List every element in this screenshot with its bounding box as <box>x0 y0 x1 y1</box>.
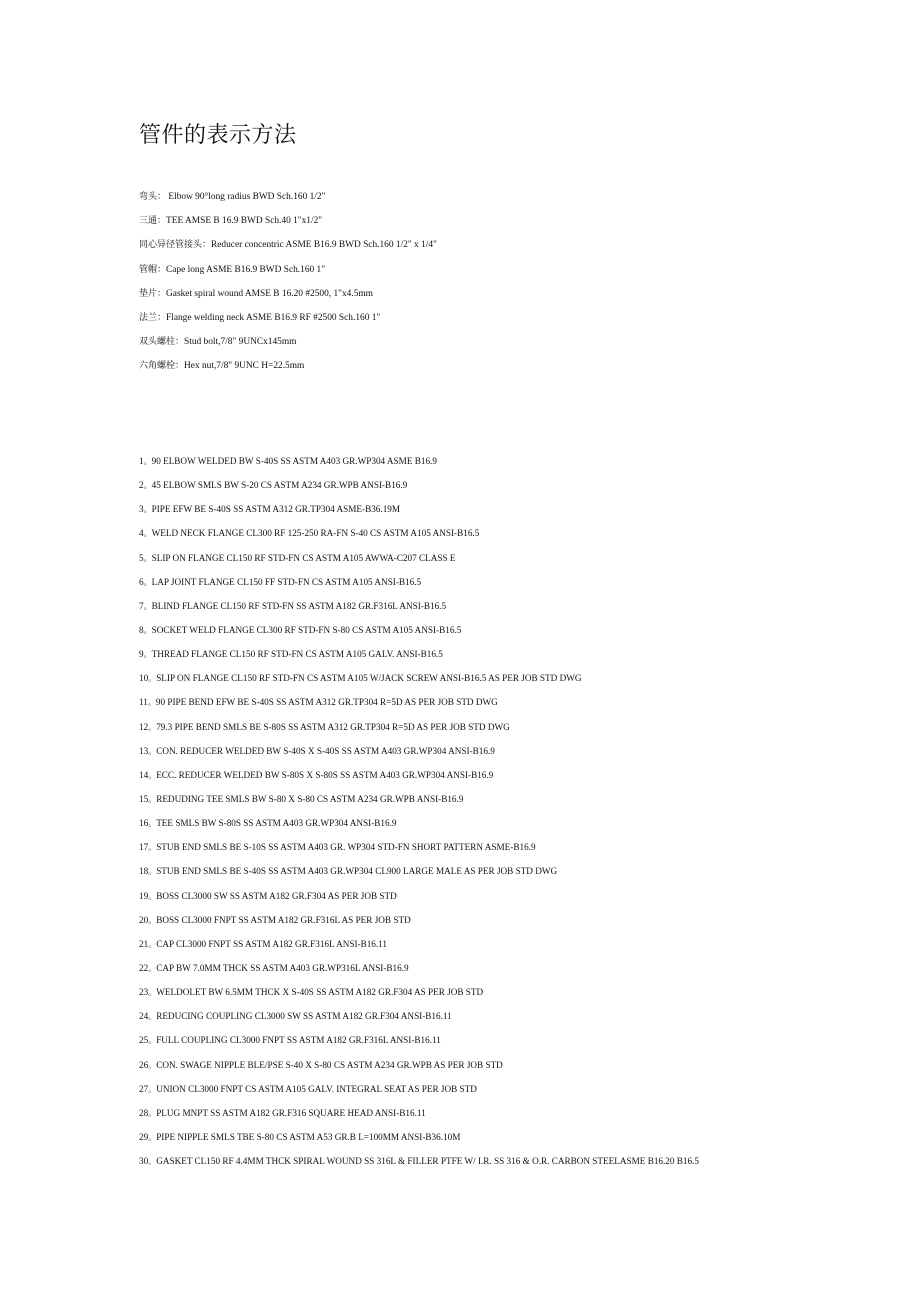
item-text: 79.3 PIPE BEND SMLS BE S-80S SS ASTM A312 GR.TP304 R=5D AS PER JOB STD DWG <box>156 721 510 732</box>
item-separator: 。 <box>148 843 157 853</box>
item-separator: 。 <box>148 963 157 973</box>
definition-text: Hex nut,7/8" 9UNC H=22.5mm <box>184 361 305 372</box>
definition-term: 同心异径管接头： <box>139 240 212 251</box>
list-item <box>139 642 699 666</box>
item-number: 15 <box>139 793 149 804</box>
item-number: 7 <box>139 600 144 611</box>
list-item <box>139 787 699 811</box>
item-number: 13 <box>139 745 149 756</box>
list-item <box>139 690 699 714</box>
list-item <box>139 980 699 1004</box>
definition-text: Gasket spiral wound AMSE B 16.20 #2500, 1"x4.5mm <box>166 288 373 299</box>
page-title: 管件的表示方法 <box>139 123 297 148</box>
item-text: STUB END SMLS BE S-10S SS ASTM A403 GR. WP304 STD-FN SHORT PATTERN ASME-B16.9 <box>156 842 536 853</box>
item-separator: 。 <box>143 625 152 635</box>
item-separator: 。 <box>148 746 157 756</box>
definition-term: 三通： <box>139 216 167 227</box>
item-number: 27 <box>139 1083 149 1094</box>
item-text: PLUG MNPT SS ASTM A182 GR.F316 SQUARE HEAD ANSI-B16.11 <box>156 1107 426 1118</box>
item-number: 29 <box>139 1131 149 1142</box>
item-separator: 。 <box>148 891 157 901</box>
item-text: BOSS CL3000 FNPT SS ASTM A182 GR.F316L AS PER JOB STD <box>156 914 411 925</box>
item-separator: 。 <box>148 988 157 998</box>
list-item <box>139 739 699 763</box>
item-text: BOSS CL3000 SW SS ASTM A182 GR.F304 AS PER JOB STD <box>156 890 397 901</box>
item-separator: 。 <box>143 457 152 466</box>
item-text: 45 ELBOW SMLS BW S-20 CS ASTM A234 GR.WPB ANSI-B16.9 <box>151 480 408 491</box>
item-number: 5 <box>139 552 144 563</box>
list-item <box>139 1077 699 1101</box>
item-number: 19 <box>139 890 149 901</box>
item-number: 12 <box>139 721 149 732</box>
list-item <box>139 1149 699 1173</box>
definition-text: Elbow 90°long radius BWD Sch.160 1/2" <box>166 192 326 202</box>
list-item <box>139 715 699 739</box>
item-separator: 。 <box>143 505 152 515</box>
item-separator: 。 <box>147 698 156 708</box>
definition-item <box>139 306 437 330</box>
item-number: 6 <box>139 576 144 587</box>
item-separator: 。 <box>148 915 157 925</box>
item-separator: 。 <box>148 1132 157 1142</box>
item-separator: 。 <box>148 819 157 829</box>
definition-list <box>139 185 437 379</box>
item-number: 24 <box>139 1011 149 1022</box>
item-number: 25 <box>139 1035 149 1046</box>
list-item <box>139 449 699 473</box>
item-separator: 。 <box>148 1108 157 1118</box>
definition-term: 垫片： <box>139 288 167 299</box>
item-text: REDUDING TEE SMLS BW S-80 X S-80 CS ASTM A234 GR.WPB ANSI-B16.9 <box>156 793 464 804</box>
item-text: CAP CL3000 FNPT SS ASTM A182 GR.F316L ANSI-B16.11 <box>156 938 388 949</box>
item-separator: 。 <box>143 577 152 587</box>
item-separator: 。 <box>148 1084 157 1094</box>
item-separator: 。 <box>143 481 152 491</box>
definition-item <box>139 354 437 378</box>
item-text: ECC. REDUCER WELDED BW S-80S X S-80S SS ASTM A403 GR.WP304 ANSI-B16.9 <box>156 769 494 780</box>
item-separator: 。 <box>143 601 152 611</box>
item-separator: 。 <box>148 770 157 780</box>
definition-text: TEE AMSE B 16.9 BWD Sch.40 1"x1/2" <box>166 216 323 227</box>
item-separator: 。 <box>148 674 157 684</box>
item-text: GASKET CL150 RF 4.4MM THCK SPIRAL WOUND SS 316L & FILLER PTFE W/ I.R. SS 316 & O.R. CARBON STEELASME B16.20 B16.5 <box>156 1156 699 1167</box>
item-text: CON. REDUCER WELDED BW S-40S X S-40S SS ASTM A403 GR.WP304 ANSI-B16.9 <box>156 745 495 756</box>
list-item <box>139 1028 699 1052</box>
fittings-list <box>139 449 699 1173</box>
item-separator: 。 <box>148 1036 157 1046</box>
item-number: 22 <box>139 962 149 973</box>
item-text: WELD NECK FLANGE CL300 RF 125-250 RA-FN S-40 CS ASTM A105 ANSI-B16.5 <box>151 528 480 539</box>
item-number: 8 <box>139 624 144 635</box>
item-number: 1 <box>139 456 144 466</box>
list-item <box>139 570 699 594</box>
item-number: 26 <box>139 1059 149 1070</box>
definition-item <box>139 185 437 209</box>
item-separator: 。 <box>148 794 157 804</box>
list-item <box>139 497 699 521</box>
definition-item <box>139 330 437 354</box>
item-separator: 。 <box>148 867 157 877</box>
item-number: 28 <box>139 1107 149 1118</box>
list-item <box>139 932 699 956</box>
item-text: FULL COUPLING CL3000 FNPT SS ASTM A182 GR.F316L ANSI-B16.11 <box>156 1035 441 1046</box>
item-text: PIPE NIPPLE SMLS TBE S-80 CS ASTM A53 GR.B L=100MM ANSI-B36.10M <box>156 1131 461 1142</box>
list-item <box>139 521 699 545</box>
item-number: 11 <box>139 697 148 708</box>
list-item <box>139 1101 699 1125</box>
item-separator: 。 <box>148 1157 157 1167</box>
item-number: 23 <box>139 987 149 998</box>
item-text: 90 PIPE BEND EFW BE S-40S SS ASTM A312 GR.TP304 R=5D AS PER JOB STD DWG <box>155 697 498 708</box>
item-separator: 。 <box>143 650 152 660</box>
item-separator: 。 <box>148 1012 157 1022</box>
item-separator: 。 <box>143 529 152 539</box>
item-text: REDUCING COUPLING CL3000 SW SS ASTM A182 GR.F304 ANSI-B16.11 <box>156 1011 452 1022</box>
item-text: TEE SMLS BW S-80S SS ASTM A403 GR.WP304 ANSI-B16.9 <box>156 818 397 829</box>
definition-text: Reducer concentric ASME B16.9 BWD Sch.160 1/2" x 1/4" <box>211 240 437 251</box>
list-item <box>139 546 699 570</box>
item-separator: 。 <box>148 722 157 732</box>
item-text: SLIP ON FLANGE CL150 RF STD-FN CS ASTM A105 W/JACK SCREW ANSI-B16.5 AS PER JOB STD DWG <box>156 673 582 684</box>
list-item <box>139 618 699 642</box>
item-number: 3 <box>139 504 144 515</box>
definition-item <box>139 233 437 257</box>
list-item <box>139 811 699 835</box>
item-separator: 。 <box>148 1060 157 1070</box>
item-text: CAP BW 7.0MM THCK SS ASTM A403 GR.WP316L ANSI-B16.9 <box>156 962 409 973</box>
item-text: STUB END SMLS BE S-40S SS ASTM A403 GR.WP304 CL900 LARGE MALE AS PER JOB STD DWG <box>156 866 558 877</box>
item-separator: 。 <box>143 553 152 563</box>
definition-item <box>139 258 437 282</box>
definition-term: 法兰： <box>139 312 167 323</box>
definition-term: 弯头： <box>139 192 167 202</box>
item-number: 17 <box>139 842 149 853</box>
definition-term: 管帽： <box>139 264 167 275</box>
item-number: 18 <box>139 866 149 877</box>
item-number: 20 <box>139 914 149 925</box>
list-item <box>139 666 699 690</box>
item-text: 90 ELBOW WELDED BW S-40S SS ASTM A403 GR.WP304 ASME B16.9 <box>151 456 437 466</box>
item-number: 10 <box>139 673 149 684</box>
list-item <box>139 1004 699 1028</box>
item-separator: 。 <box>148 939 157 949</box>
item-number: 16 <box>139 818 149 829</box>
item-number: 9 <box>139 649 144 660</box>
definition-term: 双头螺柱： <box>139 337 185 348</box>
list-item <box>139 884 699 908</box>
list-item <box>139 473 699 497</box>
list-item <box>139 859 699 883</box>
definition-item <box>139 282 437 306</box>
item-text: THREAD FLANGE CL150 RF STD-FN CS ASTM A105 GALV. ANSI-B16.5 <box>151 649 443 660</box>
item-number: 4 <box>139 528 144 539</box>
definition-text: Flange welding neck ASME B16.9 RF #2500 Sch.160 1" <box>166 312 381 323</box>
item-number: 14 <box>139 769 149 780</box>
item-text: SOCKET WELD FLANGE CL300 RF STD-FN S-80 CS ASTM A105 ANSI-B16.5 <box>151 624 462 635</box>
list-item <box>139 956 699 980</box>
item-text: BLIND FLANGE CL150 RF STD-FN SS ASTM A182 GR.F316L ANSI-B16.5 <box>151 600 447 611</box>
definition-term: 六角螺栓： <box>139 361 185 372</box>
list-item <box>139 908 699 932</box>
list-item <box>139 594 699 618</box>
item-text: PIPE EFW BE S-40S SS ASTM A312 GR.TP304 ASME-B36.19M <box>151 504 401 515</box>
definition-text: Cape long ASME B16.9 BWD Sch.160 1" <box>166 264 326 275</box>
list-item <box>139 1053 699 1077</box>
list-item <box>139 763 699 787</box>
item-text: WELDOLET BW 6.5MM THCK X S-40S SS ASTM A182 GR.F304 AS PER JOB STD <box>156 987 484 998</box>
item-text: CON. SWAGE NIPPLE BLE/PSE S-40 X S-80 CS ASTM A234 GR.WPB AS PER JOB STD <box>156 1059 503 1070</box>
list-item <box>139 835 699 859</box>
item-number: 2 <box>139 480 144 491</box>
definition-text: Stud bolt,7/8" 9UNCx145mm <box>184 337 297 348</box>
list-item <box>139 1125 699 1149</box>
item-number: 21 <box>139 938 149 949</box>
item-text: LAP JOINT FLANGE CL150 FF STD-FN CS ASTM A105 ANSI-B16.5 <box>151 576 422 587</box>
definition-item <box>139 209 437 233</box>
item-text: UNION CL3000 FNPT CS ASTM A105 GALV. INTEGRAL SEAT AS PER JOB STD <box>156 1083 477 1094</box>
item-number: 30 <box>139 1156 149 1167</box>
item-text: SLIP ON FLANGE CL150 RF STD-FN CS ASTM A105 AWWA-C207 CLASS E <box>151 552 456 563</box>
